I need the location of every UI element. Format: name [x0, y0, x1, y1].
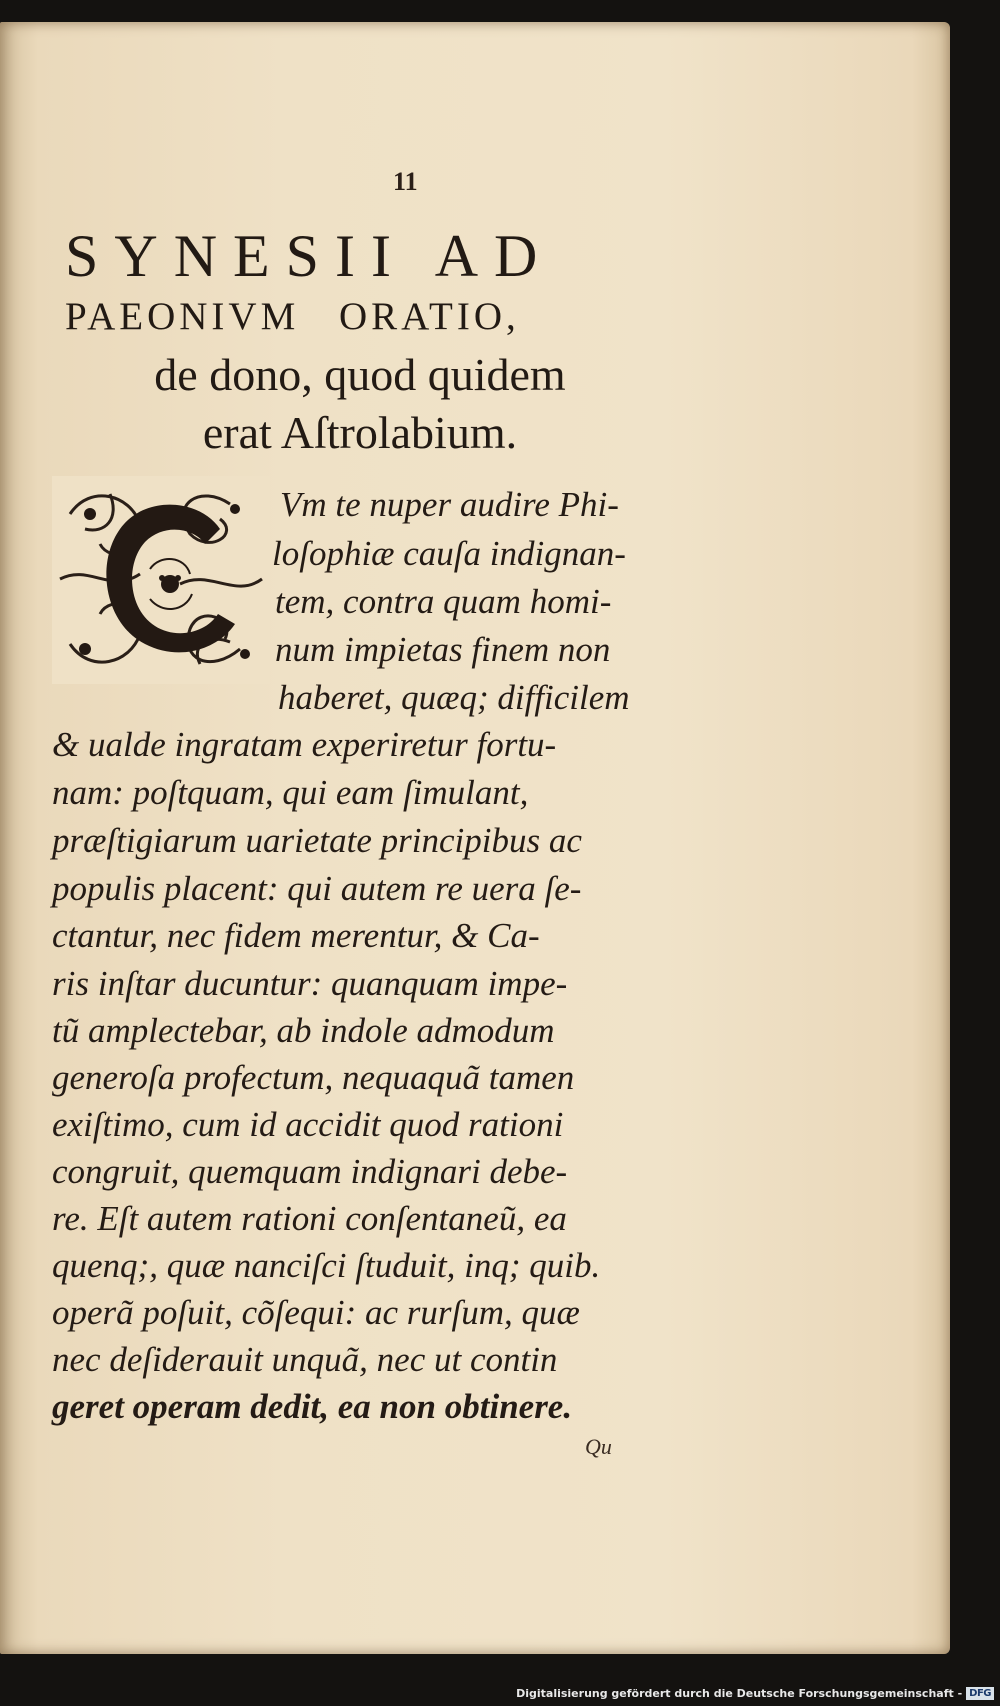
page-number: 11 — [393, 167, 418, 196]
digitization-credit — [516, 1687, 994, 1700]
body-line: quenq;, quæ nanciſci ſtuduit, inq; quib. — [52, 1246, 601, 1285]
dfg-logo: DFG — [966, 1687, 994, 1700]
credit-text: Digitalisierung gefördert durch die Deutsche Forschungsgemeinschaft - — [516, 1687, 963, 1700]
body-line: populis placent: qui autem re uera ſe- — [52, 869, 582, 908]
book-page — [0, 22, 950, 1654]
title-line-1: SYNESII AD — [65, 223, 554, 289]
body-line: re. Eſt autem rationi conſentaneũ, ea — [52, 1199, 567, 1238]
body-line: geret operam dedit, ea non obtinere. — [52, 1387, 573, 1426]
body-line: ctantur, nec fidem merentur, & Ca- — [52, 916, 540, 955]
body-line: nec deſiderauit unquã, nec ut contin — [52, 1340, 558, 1379]
title-line-2: PAEONIVM ORATIO, — [65, 295, 520, 338]
body-line: nam: poſtquam, qui eam ſimulant, — [52, 773, 529, 812]
body-line: generoſa profectum, nequaquã tamen — [52, 1058, 575, 1097]
body-line: haberet, quæq; difficilem — [278, 678, 630, 717]
body-line: tũ amplectebar, ab indole admodum — [52, 1011, 555, 1050]
body-line: Vm te nuper audire Phi- — [280, 485, 619, 524]
title-line-4: erat Aſtrolabium. — [202, 407, 518, 458]
body-line: ris inſtar ducuntur: quanquam impe- — [52, 964, 568, 1003]
body-line: loſophiæ cauſa indignan- — [272, 534, 626, 573]
title-line-3: de dono, quod quidem — [154, 349, 566, 400]
catchword: Qu — [585, 1434, 612, 1459]
body-line: operã poſuit, cõſequi: ac rurſum, quæ — [52, 1293, 580, 1332]
body-line: & ualde ingratam experiretur fortu- — [52, 725, 557, 764]
body-line: exiſtimo, cum id accidit quod rationi — [52, 1105, 564, 1144]
body-line: præſtigiarum uarietate principibus ac — [52, 821, 582, 860]
decorated-initial-c — [50, 474, 272, 686]
body-line: num impietas finem non — [275, 630, 611, 669]
body-line: tem, contra quam homi- — [275, 582, 612, 621]
body-line: congruit, quemquam indignari debe- — [52, 1152, 568, 1191]
